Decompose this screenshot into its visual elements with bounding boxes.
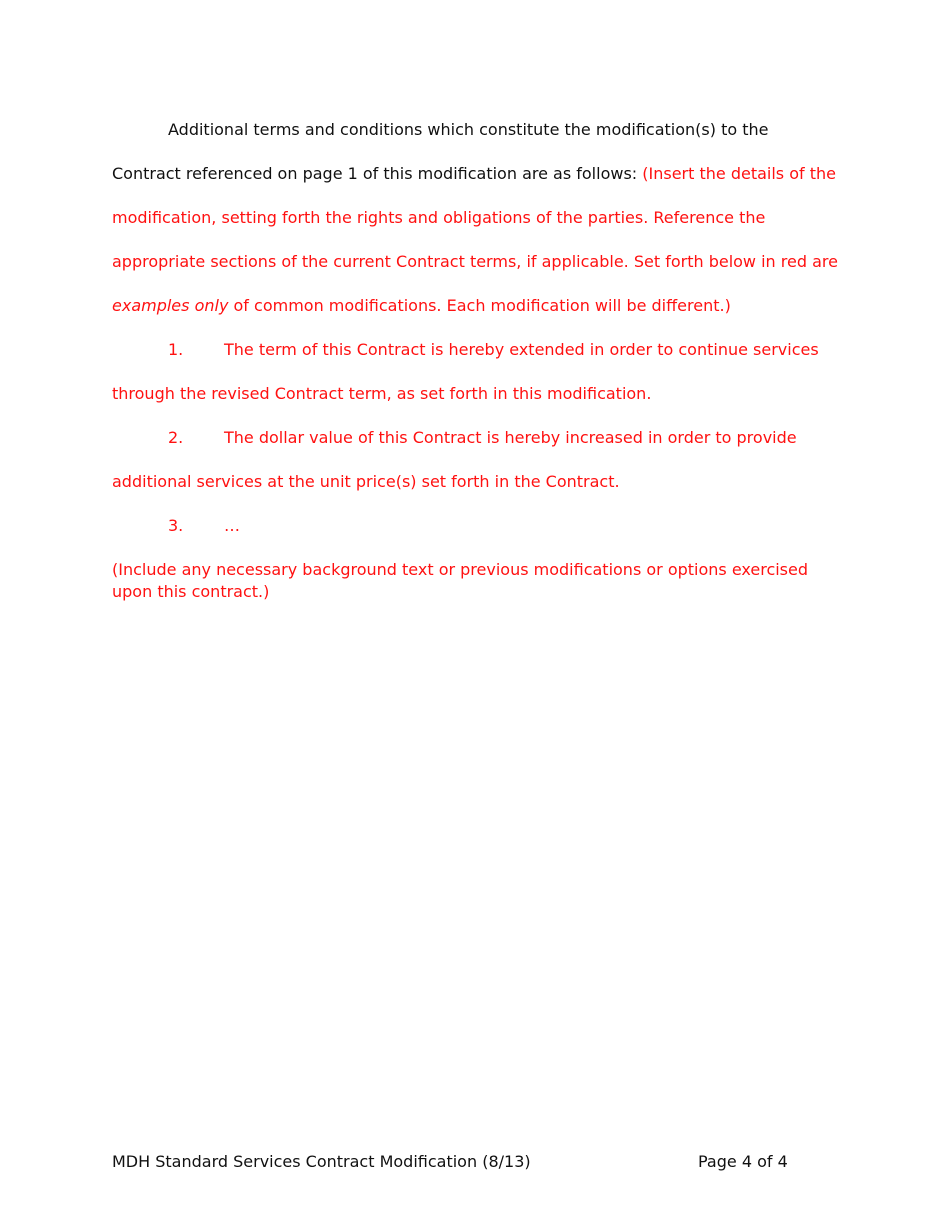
footer-document-title: MDH Standard Services Contract Modification (8/13) [112, 1152, 531, 1171]
intro-paragraph [112, 108, 840, 328]
list-item [112, 504, 840, 548]
footer-page-number: Page 4 of 4 [698, 1152, 788, 1171]
list-item [112, 416, 840, 504]
list-item-number: 3. [168, 516, 184, 535]
list-item-number: 2. [168, 428, 184, 447]
list-item-text: The dollar value of this Contract is hereby increased in order to provide additional services at the unit price(s) set forth in the Contract. [112, 428, 797, 491]
document-body [112, 108, 840, 603]
intro-instruction-emphasis: examples only [112, 296, 229, 315]
list-item [112, 328, 840, 416]
list-item-text: The term of this Contract is hereby extended in order to continue services through the revised Contract term, as set forth in this modification. [112, 340, 819, 403]
intro-text: Additional terms and conditions which constitute the modification(s) to the Contract referenced on page 1 of this modification are as follows: [112, 120, 769, 183]
intro-instruction-a: (Insert the details of the modification, setting forth the rights and obligations of the parties. Reference the appropriate sections of the current Contract terms, if applicable. Set forth below in red are [112, 164, 838, 271]
intro-instruction-b: of common modifications. Each modification will be different.) [228, 296, 731, 315]
list-item-text: … [224, 516, 240, 535]
closing-instruction: (Include any necessary background text or previous modifications or options exercised upon this contract.) [112, 560, 809, 601]
list-item-number: 1. [168, 340, 184, 359]
